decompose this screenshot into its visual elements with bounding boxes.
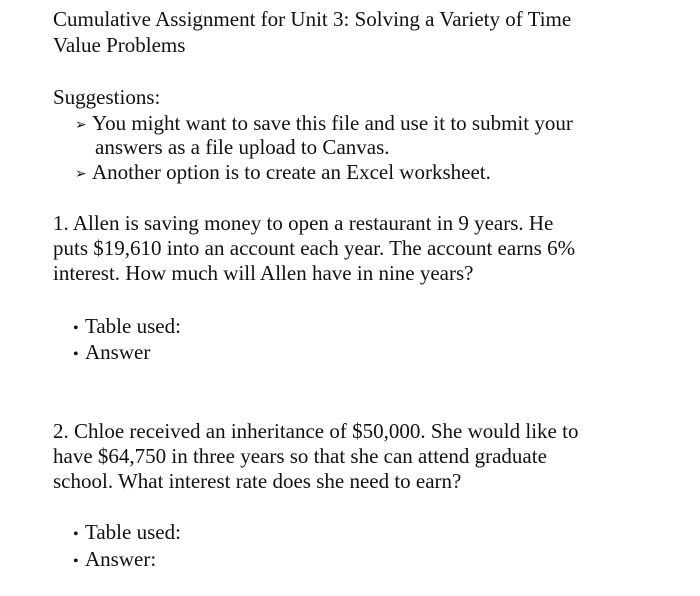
question-1-table-used <box>73 313 181 342</box>
arrow-bullet-icon: ➢ <box>75 118 87 133</box>
question-1-line-2: puts $19,610 into an account each year. The account earns 6% <box>53 236 576 260</box>
question-2-table-used-label: Table used: <box>85 520 181 544</box>
question-1-line-3: interest. How much will Allen have in nine years? <box>53 261 474 285</box>
bullet-dot-icon: • <box>73 346 79 363</box>
question-2-table-used <box>73 519 181 548</box>
suggestions-heading: Suggestions: <box>53 85 161 109</box>
document-title-line-2: Value Problems <box>53 33 186 57</box>
suggestion-1-text: You might want to save this file and use it to submit your <box>92 111 573 135</box>
question-2-answer <box>73 546 156 575</box>
bullet-dot-icon: • <box>73 320 79 337</box>
question-1-line-1: 1. Allen is saving money to open a restaurant in 9 years. He <box>53 211 554 235</box>
question-1-table-used-label: Table used: <box>85 314 181 338</box>
question-2-line-3: school. What interest rate does she need to earn? <box>53 469 462 493</box>
question-1-answer-label: Answer <box>85 340 151 364</box>
bullet-dot-icon: • <box>73 553 79 570</box>
suggestion-item-2 <box>75 159 491 188</box>
question-1-answer <box>73 339 150 368</box>
question-2-answer-label: Answer: <box>85 547 157 571</box>
question-2-line-2: have $64,750 in three years so that she can attend graduate <box>53 444 547 468</box>
question-2-line-1: 2. Chloe received an inheritance of $50,000. She would like to <box>53 419 579 443</box>
arrow-bullet-icon: ➢ <box>75 167 87 182</box>
suggestion-1-continuation: answers as a file upload to Canvas. <box>95 135 390 159</box>
suggestion-2-text: Another option is to create an Excel worksheet. <box>92 160 491 184</box>
bullet-dot-icon: • <box>73 526 79 543</box>
document-title-line-1: Cumulative Assignment for Unit 3: Solving a Variety of Time <box>53 7 572 31</box>
